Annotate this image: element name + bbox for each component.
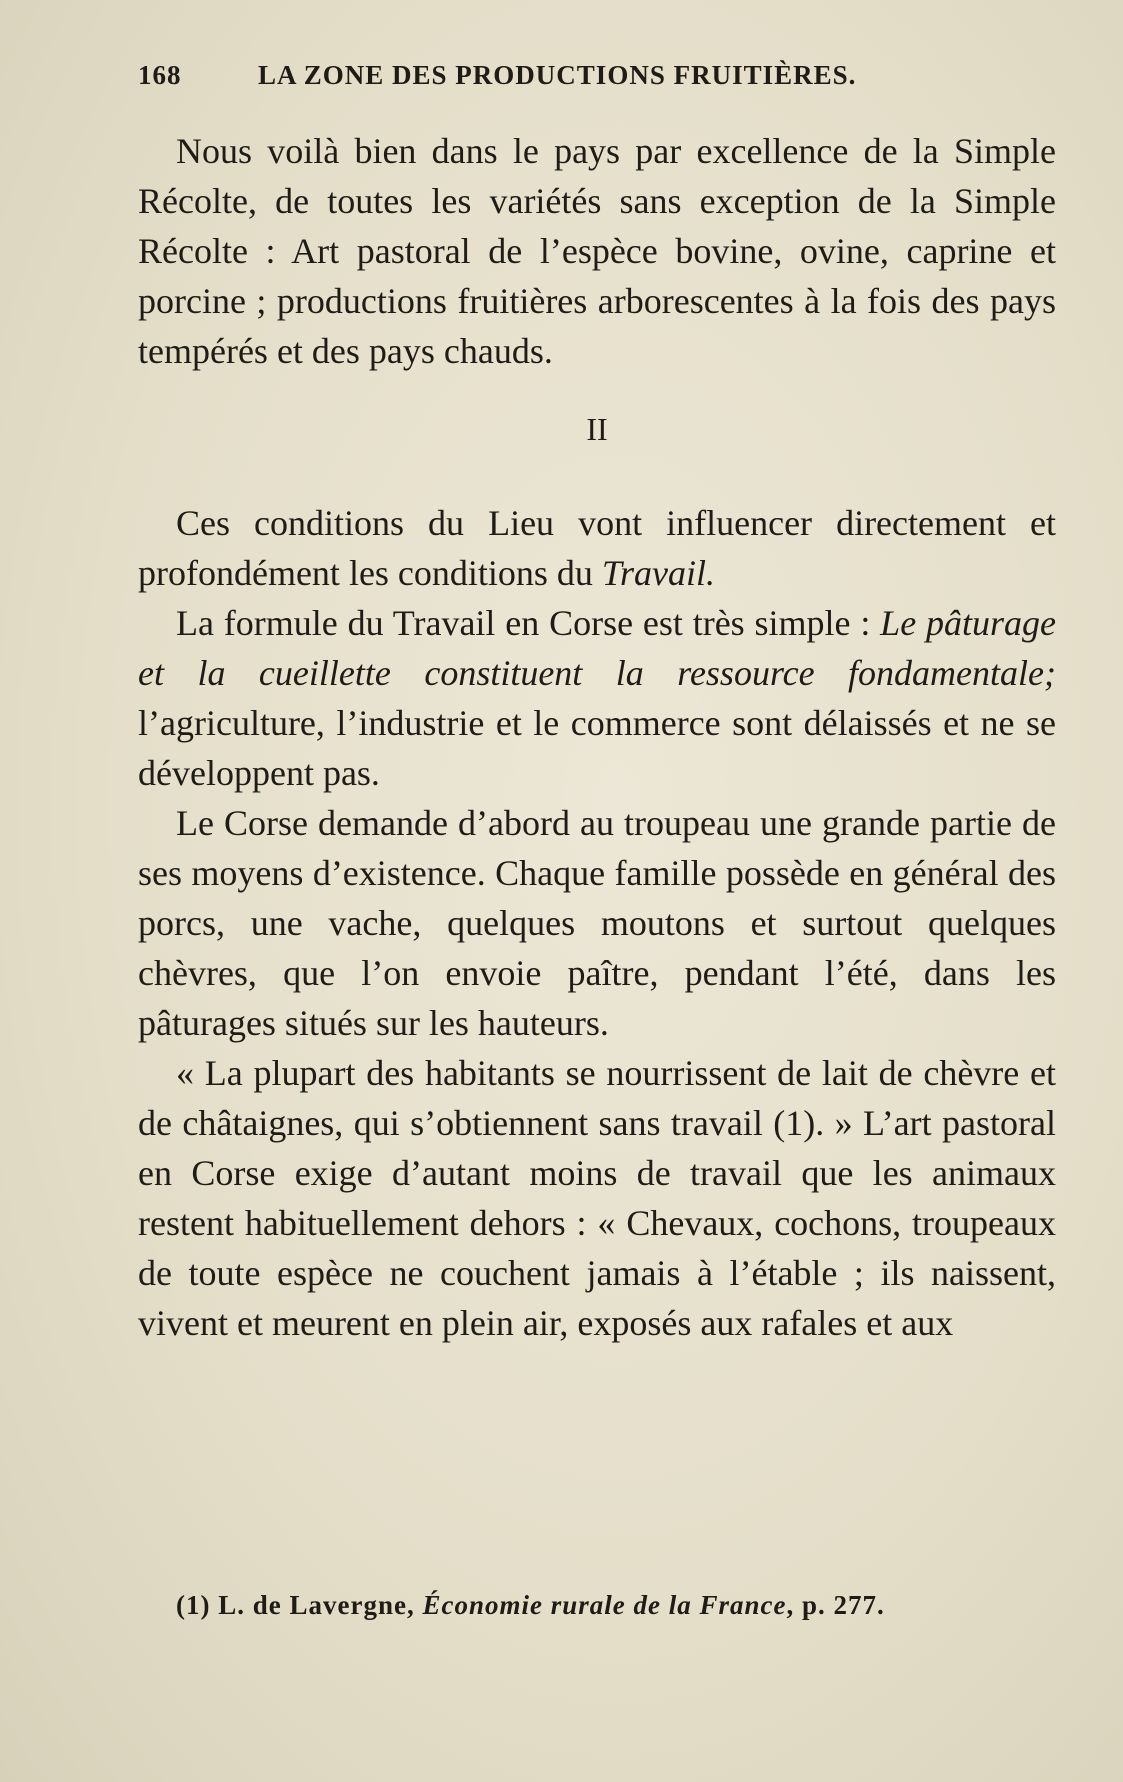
running-title: LA ZONE DES PRODUCTIONS FRUITIÈRES. [258, 60, 857, 90]
footnote-marker: (1) [176, 1590, 211, 1620]
footnote [176, 1590, 1056, 1621]
section-heading: II [586, 411, 608, 447]
paragraph-4: Le Corse demande d’abord au troupeau une grande partie de ses moyens d’existence. Chaque famille possède en général des porcs, une vache, quelques moutons et surtout quelques chèvres, que l’on envoie paître, pendant l’été, dans les pâturages situés sur les hauteurs. [138, 803, 1056, 1043]
paragraph-2-italic: Travail. [601, 553, 715, 593]
page-number: 168 [138, 60, 182, 90]
running-header [138, 60, 1056, 91]
paragraph-1: Nous voilà bien dans le pays par excellence de la Simple Récolte, de toutes les variétés sans exception de la Simple Récolte : Art pastoral de l’espèce bovine, ovine, caprine et porcine ; productions fruitières arborescentes à la fois des pays tempérés et des pays chauds. [138, 131, 1056, 371]
footnote-work: Économie rurale de la France [422, 1590, 787, 1620]
paragraph-3-text-a: La formule du Travail en Corse est très simple : [176, 603, 881, 643]
footnote-page: , p. 277. [786, 1590, 885, 1620]
paragraph-5: « La plupart des habitants se nourrissent de lait de chèvre et de châtaignes, qui s’obtiennent sans travail (1). » L’art pastoral en Corse exige d’autant moins de travail que les animaux restent habituellement dehors : « Chevaux, cochons, troupeaux de toute espèce ne couchent jamais à l’étable ; ils naissent, vivent et meurent en plein air, exposés aux rafales et aux [138, 1053, 1056, 1343]
paragraph-3-text-b: l’agriculture, l’industrie et le commerce sont délaissés et ne se développent pas. [138, 703, 1056, 793]
paragraph-2 [138, 498, 1056, 598]
footnote-author: L. de Lavergne, [218, 1590, 415, 1620]
paragraph-3 [138, 598, 1056, 798]
paragraph-2-text: Ces conditions du Lieu vont influencer directement et profondément les conditions du [138, 503, 1056, 593]
body-text [138, 126, 1056, 1348]
paragraph-3-italic: Le pâturage et la cueillette constituent la ressource fondamentale; [138, 603, 1056, 693]
